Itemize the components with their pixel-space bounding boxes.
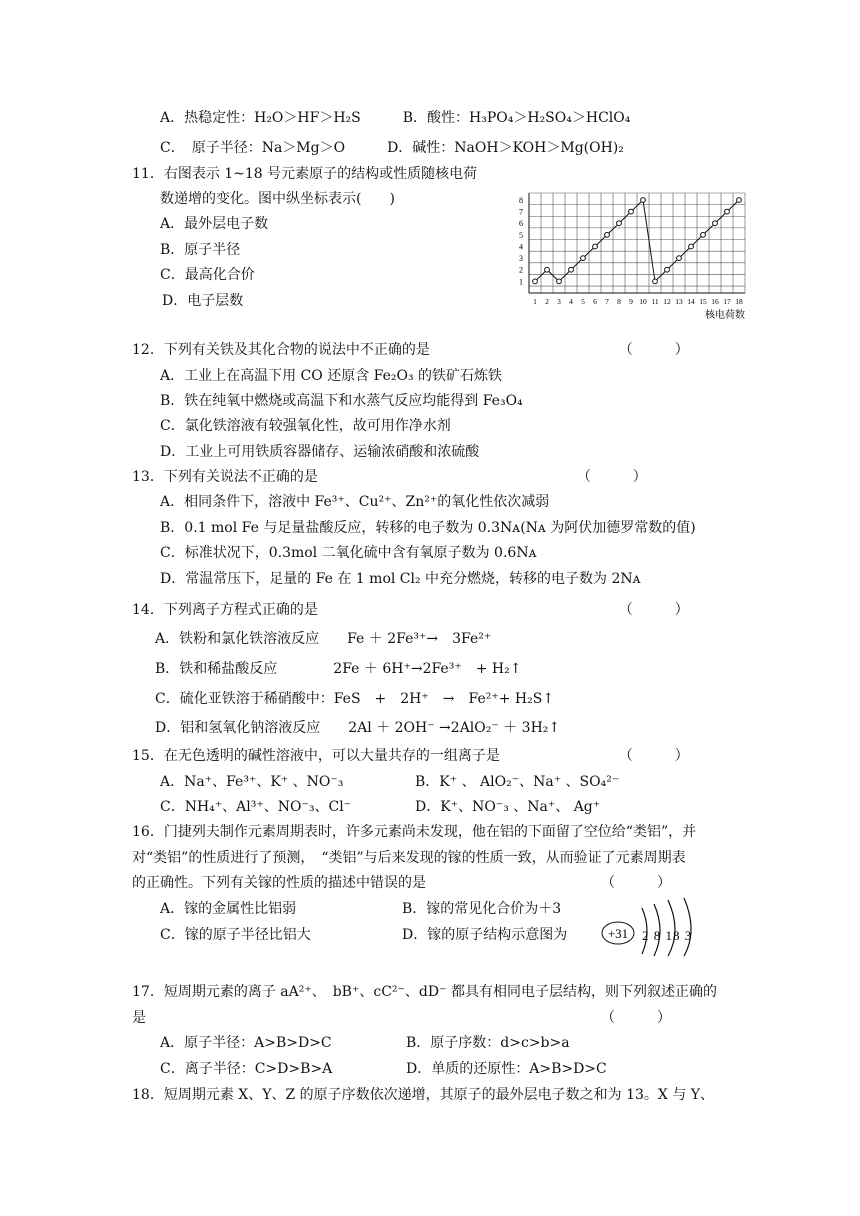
data-point bbox=[569, 267, 574, 272]
data-point bbox=[545, 267, 550, 272]
x-tick-label: 16 bbox=[711, 297, 719, 306]
q16-stem-line2: 对“类铝”的性质进行了预测， “类铝”与后来发现的镓的性质一致，从而验证了元素周期表 bbox=[132, 850, 686, 866]
q11-line-graph bbox=[505, 185, 760, 335]
q16-option-d: D．镓的原子结构示意图为 bbox=[402, 927, 568, 943]
y-tick-label: 3 bbox=[519, 254, 523, 264]
y-tick-label: 6 bbox=[519, 219, 523, 229]
x-tick-label: 18 bbox=[735, 297, 743, 306]
q15-stem: 15．在无色透明的碱性溶液中，可以大量共存的一组离子是 （ ） bbox=[132, 748, 689, 764]
data-point bbox=[653, 279, 658, 284]
x-tick-label: 11 bbox=[651, 297, 659, 306]
x-tick-label: 1 bbox=[533, 297, 537, 306]
q16-option-c: C．镓的原子半径比铝大 bbox=[160, 927, 311, 943]
y-tick-label: 5 bbox=[519, 230, 523, 240]
x-tick-label: 17 bbox=[723, 297, 731, 306]
q12-stem: 12．下列有关铁及其化合物的说法中不正确的是 （ ） bbox=[132, 342, 689, 358]
shell-electrons: 2 8 18 3 bbox=[642, 928, 693, 943]
x-tick-label: 7 bbox=[605, 297, 609, 306]
q14-option-d: D．铝和氢氧化钠溶液反应 2Al ＋ 2OH⁻ →2AlO₂⁻ ＋ 3H₂↑ bbox=[155, 720, 561, 736]
nucleus-label: +31 bbox=[607, 926, 629, 941]
q13-option-d: D．常温常压下，足量的 Fe 在 1 mol Cl₂ 中充分燃烧，转移的电子数为 2Nᴀ bbox=[160, 571, 641, 587]
q15-option-b: B．K⁺ 、 AlO₂⁻、Na⁺ 、SO₄²⁻ bbox=[415, 774, 620, 790]
q11-option-a: A．最外层电子数 bbox=[160, 216, 269, 232]
data-point bbox=[725, 209, 730, 214]
q16-option-a: A．镓的金属性比铝弱 bbox=[160, 901, 297, 917]
q15-option-a: A．Na⁺、Fe³⁺、K⁺ 、NO⁻₃ bbox=[160, 774, 344, 790]
x-axis-label: 核电荷数 bbox=[705, 310, 745, 321]
data-point bbox=[617, 221, 622, 226]
x-tick-label: 3 bbox=[557, 297, 561, 306]
y-tick-label: 2 bbox=[519, 265, 523, 275]
q15-option-d: D．K⁺、NO⁻₃ 、Na⁺、 Ag⁺ bbox=[415, 799, 601, 815]
y-tick-label: 1 bbox=[519, 277, 523, 287]
q14-option-b: B．铁和稀盐酸反应 2Fe ＋ 6H⁺→2Fe³⁺ + H₂↑ bbox=[155, 661, 522, 677]
q13-stem: 13．下列有关说法不正确的是 （ ） bbox=[132, 469, 647, 485]
x-tick-label: 13 bbox=[675, 297, 683, 306]
q11-option-d: D．电子层数 bbox=[162, 293, 244, 309]
q17-option-a: A．原子半径：A>B>D>C bbox=[160, 1035, 332, 1051]
x-tick-label: 8 bbox=[617, 297, 621, 306]
q14-option-c: C．硫化亚铁溶于稀硝酸中：FeS + 2H⁺ → Fe²⁺+ H₂S↑ bbox=[155, 691, 555, 707]
data-point bbox=[665, 267, 670, 272]
q10-options-ab: A．热稳定性：H₂O＞HF＞H₂S B．酸性：H₃PO₄＞H₂SO₄＞HClO₄ bbox=[160, 110, 631, 126]
q17-option-c: C．离子半径：C>D>B>A bbox=[160, 1061, 333, 1077]
q16-option-b: B．镓的常见化合价为＋3 bbox=[402, 901, 562, 917]
x-tick-label: 5 bbox=[581, 297, 585, 306]
q12-option-c: C．氯化铁溶液有较强氧化性，故可用作净水剂 bbox=[160, 418, 451, 434]
q11-stem-line1: 11．右图表示 1~18 号元素原子的结构或性质随核电荷 bbox=[132, 166, 478, 182]
gallium-atom-diagram bbox=[598, 896, 708, 956]
q13-option-c: C．标准状况下，0.3mol 二氧化硫中含有氧原子数为 0.6Nᴀ bbox=[160, 545, 537, 561]
data-point bbox=[677, 256, 682, 261]
q16-stem-line1: 16．门捷列夫制作元素周期表时，许多元素尚未发现，他在铝的下面留了空位给“类铝”，并 bbox=[132, 824, 697, 840]
q13-option-b: B．0.1 mol Fe 与足量盐酸反应，转移的电子数为 0.3Nᴀ(Nᴀ 为阿伏加德罗常数的值) bbox=[160, 520, 696, 536]
q14-option-a: A．铁粉和氯化铁溶液反应 Fe ＋ 2Fe³⁺→ 3Fe²⁺ bbox=[155, 631, 492, 647]
x-tick-label: 15 bbox=[699, 297, 707, 306]
data-point bbox=[641, 198, 646, 203]
q17-option-d: D．单质的还原性：A>B>D>C bbox=[406, 1061, 607, 1077]
data-point bbox=[557, 279, 562, 284]
y-tick-label: 4 bbox=[519, 242, 523, 252]
q10-options-cd: C． 原子半径：Na＞Mg＞O D．碱性：NaOH＞KOH＞Mg(OH)₂ bbox=[160, 140, 624, 156]
q12-option-d: D．工业上可用铁质容器储存、运输浓硝酸和浓硫酸 bbox=[160, 444, 480, 460]
q17-stem-line1: 17．短周期元素的离子 aA²⁺、 bB⁺、cC²⁻、dD⁻ 都具有相同电子层结构，则下列叙述正确的 bbox=[132, 984, 717, 1000]
q16-stem-line3: 的正确性。下列有关镓的性质的描述中错误的是 （ ） bbox=[132, 875, 671, 891]
x-tick-label: 2 bbox=[545, 297, 549, 306]
q13-option-a: A．相同条件下，溶液中 Fe³⁺、Cu²⁺、Zn²⁺的氧化性依次减弱 bbox=[160, 494, 550, 510]
data-point bbox=[605, 232, 610, 237]
data-point bbox=[701, 232, 706, 237]
x-tick-label: 9 bbox=[629, 297, 633, 306]
q17-stem-line2: 是 （ ） bbox=[132, 1010, 671, 1026]
q11-option-b: B．原子半径 bbox=[160, 242, 241, 258]
x-tick-label: 6 bbox=[593, 297, 597, 306]
q11-stem-line2: 数递增的变化。图中纵坐标表示( ) bbox=[160, 191, 395, 207]
data-point bbox=[737, 198, 742, 203]
data-point bbox=[629, 209, 634, 214]
x-tick-label: 14 bbox=[687, 297, 695, 306]
x-tick-label: 10 bbox=[639, 297, 647, 306]
data-point bbox=[713, 221, 718, 226]
shell-arc-4 bbox=[684, 898, 691, 956]
q17-option-b: B．原子序数：d>c>b>a bbox=[406, 1035, 570, 1051]
data-point bbox=[689, 244, 694, 249]
x-tick-label: 12 bbox=[663, 297, 671, 306]
q18-stem-line1: 18．短周期元素 X、Y、Z 的原子序数依次递增，其原子的最外层电子数之和为 13。X 与 Y、 bbox=[132, 1087, 715, 1103]
q11-option-c: C．最高化合价 bbox=[160, 267, 255, 283]
data-point bbox=[581, 256, 586, 261]
data-point bbox=[593, 244, 598, 249]
data-point bbox=[533, 279, 538, 284]
x-tick-label: 4 bbox=[569, 297, 573, 306]
q12-option-a: A．工业上在高温下用 CO 还原含 Fe₂O₃ 的铁矿石炼铁 bbox=[160, 368, 503, 384]
q12-option-b: B．铁在纯氧中燃烧或高温下和水蒸气反应均能得到 Fe₃O₄ bbox=[160, 393, 523, 409]
q15-option-c: C．NH₄⁺、Al³⁺、NO⁻₃、Cl⁻ bbox=[160, 799, 352, 815]
q14-stem: 14．下列离子方程式正确的是 （ ） bbox=[132, 602, 689, 618]
y-tick-label: 8 bbox=[519, 195, 523, 205]
y-tick-label: 7 bbox=[519, 207, 523, 217]
